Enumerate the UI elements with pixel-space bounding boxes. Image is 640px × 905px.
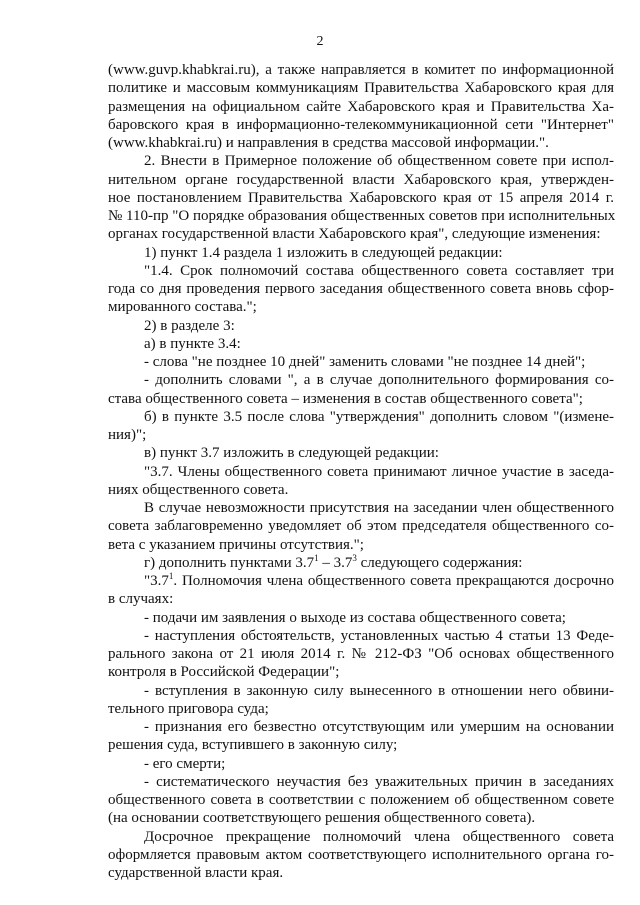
- text-line: б) в пункте 3.5 после слова "утверждения" дополнить словом "(измене-: [144, 408, 614, 425]
- text-span: г) дополнить пунктами 3.7: [144, 554, 315, 571]
- text-line: совета заблаговременно уведомляет об этом председателя общественного со-: [108, 518, 614, 535]
- text-line: - подачи им заявления о выходе из состава общественного совета;: [144, 609, 566, 626]
- text-line: - его смерти;: [144, 755, 226, 772]
- text-line: 2) в разделе 3:: [144, 317, 235, 334]
- text-line: сударственной власти края.: [108, 865, 284, 881]
- text-line: в) пункт 3.7 изложить в следующей редакции:: [144, 445, 439, 462]
- text-line: "1.4. Срок полномочий состава общественного совета составляет три: [144, 262, 614, 279]
- text-line: Досрочное прекращение полномочий члена общественного совета: [144, 828, 614, 845]
- superscript: 3: [352, 552, 357, 563]
- superscript: 1: [168, 571, 174, 581]
- text-line: ниях общественного совета.: [108, 481, 289, 498]
- text-line: става общественного совета – изменения в состав общественного совета";: [108, 390, 583, 407]
- text-line: ния)";: [108, 427, 147, 443]
- text-line: оформляется правовым актом соответствующего исполнительного органа го-: [108, 846, 614, 863]
- text-line: 1) пункт 1.4 раздела 1 изложить в следующей редакции:: [144, 244, 503, 261]
- text-span: следующего содержания:: [356, 554, 523, 571]
- text-line: (www.khabkrai.ru) и направления в средства массовой информации.".: [108, 135, 549, 151]
- text-line: [108, 571, 614, 591]
- text-line: В случае невозможности присутствия на заседании член общественного: [144, 500, 614, 516]
- page-number: 2: [316, 34, 324, 49]
- text-line: а) в пункте 3.4:: [144, 335, 241, 352]
- text-line: рального закона от 21 июля 2014 г. № 212-ФЗ "Об основах общественного: [108, 646, 614, 662]
- text-line: размещения на официальном сайте Хабаровского края и Правительства Ха-: [108, 98, 614, 115]
- text-line: - дополнить словами ", а в случае дополнительного формирования со-: [144, 372, 614, 389]
- text-line: баровского края в информационно-телекоммуникационной сети "Интернет": [108, 116, 614, 133]
- text-line: общественного совета в соответствии с положением об общественном совете: [108, 792, 614, 808]
- text-line: в случаях:: [108, 591, 174, 608]
- text-line: вета с указанием причины отсутствия.";: [108, 536, 364, 553]
- text-line: - наступления обстоятельств, установленных частью 4 статьи 13 Феде-: [144, 627, 614, 644]
- text-line: года со дня проведения первого заседания общественного совета вновь сфор-: [108, 281, 614, 297]
- text-line: ное постановлением Правительства Хабаровского края от 15 апреля 2014 г.: [108, 189, 614, 206]
- text-line: (www.guvp.khabkrai.ru), а также направляется в комитет по информационной: [108, 62, 614, 78]
- text-line: тельного приговора суда;: [108, 700, 269, 717]
- text-line: [108, 553, 614, 573]
- text-span: . Полномочия члена общественного совета прекращаются досрочно: [173, 573, 614, 589]
- text-span: – 3.7: [318, 554, 353, 571]
- text-line: контроля в Российской Федерации";: [108, 664, 340, 681]
- text-line: - признания его безвестно отсутствующим или умершим на основании: [144, 719, 614, 735]
- text-line: мированного состава.";: [108, 299, 257, 316]
- text-line: 2. Внести в Примерное положение об общественном совете при испол-: [144, 153, 614, 170]
- text-line: - систематического неучастия без уважительных причин в заседаниях: [144, 773, 614, 790]
- text-span: "3.7: [144, 573, 169, 589]
- text-line: - вступления в законную силу вынесенного в отношении него обвини-: [144, 682, 614, 699]
- text-line: органах государственной власти Хабаровского края", следующие изменения:: [108, 226, 601, 243]
- text-line: (на основании соответствующего решения общественного совета).: [108, 810, 536, 827]
- text-line: "3.7. Члены общественного совета принимают личное участие в заседа-: [144, 463, 614, 480]
- text-line: решения суда, вступившего в законную силу;: [108, 737, 398, 754]
- text-line: политике и массовым коммуникациям Правительства Хабаровского края для: [108, 80, 614, 97]
- text-line: № 110-пр "О порядке образования общественных советов при исполнительных: [108, 208, 616, 224]
- superscript: 1: [314, 552, 319, 563]
- text-line: нительном органе государственной власти Хабаровского края, утвержден-: [108, 171, 614, 188]
- text-line: - слова "не позднее 10 дней" заменить словами "не позднее 14 дней";: [144, 354, 586, 370]
